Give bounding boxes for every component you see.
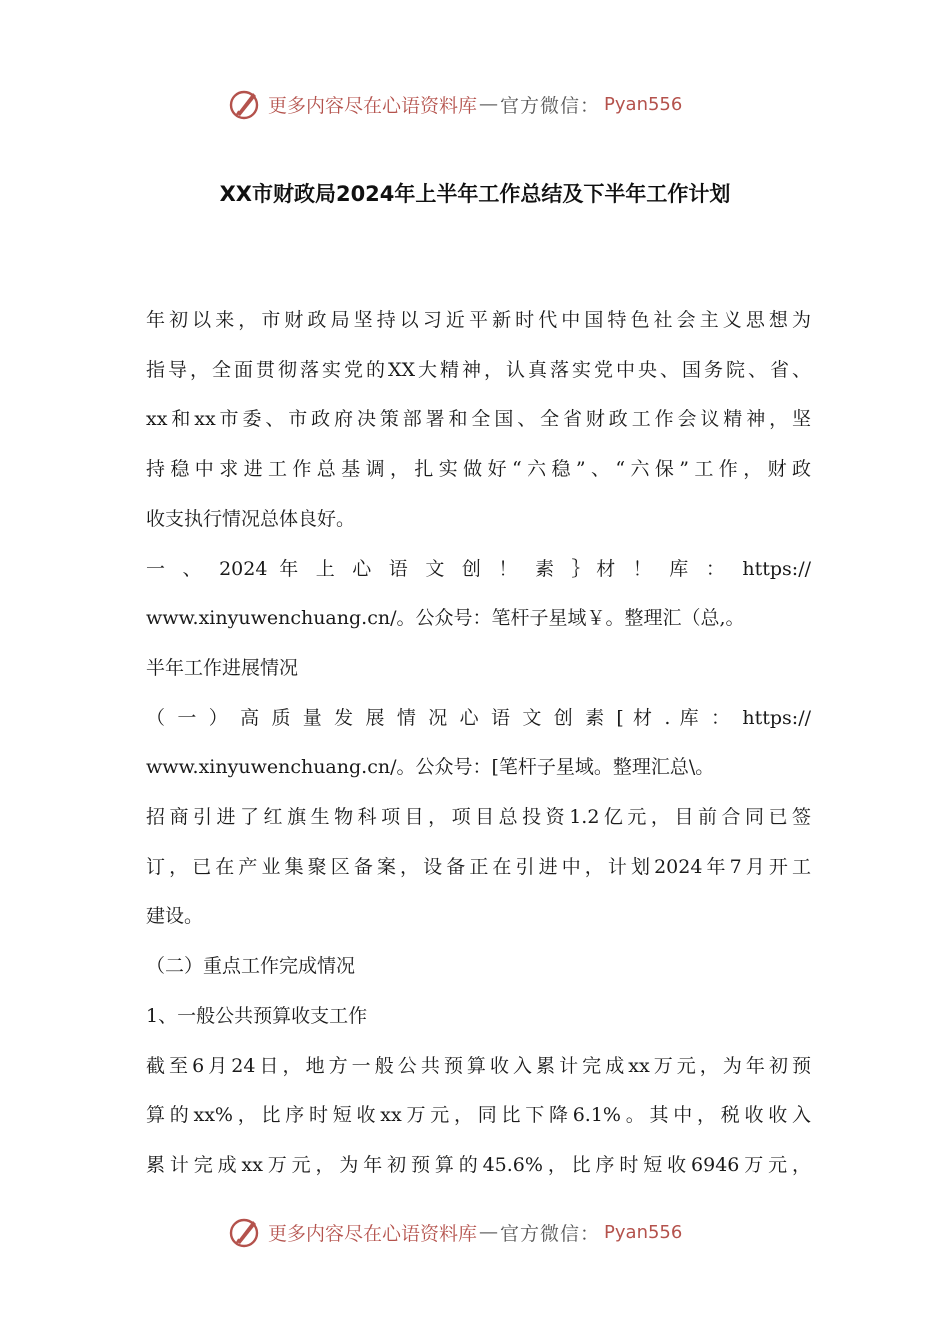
document-title: XX市财政局2024年上半年工作总结及下半年工作计划 xyxy=(219,182,731,206)
paragraph-line: 指导，全面贯彻落实党的XX大精神，认真落实党中央、国务院、省、 xyxy=(146,358,811,381)
section-heading-line: 半年工作进展情况 xyxy=(146,656,299,679)
paragraph-line: 算的xx%，比序时短收xx万元，同比下降6.1%。其中，税收收入 xyxy=(146,1104,811,1127)
watermark-main-text: 更多内容尽在心语资料库 xyxy=(268,1222,478,1245)
item-heading: 1、一般公共预算收支工作 xyxy=(146,1004,368,1027)
paragraph-line: xx和xx市委、市政府决策部署和全国、全省财政工作会议精神，坚 xyxy=(146,408,811,431)
watermark-sub-text: 官方微信： xyxy=(500,1222,601,1245)
paragraph-line: 建设。 xyxy=(146,905,204,928)
watermark-wechat-id: Pyan556 xyxy=(604,1221,683,1243)
watermark-header xyxy=(228,84,748,124)
quill-logo-icon xyxy=(228,87,262,121)
paragraph-line: 累计完成xx万元，为年初预算的45.6%，比序时短收6946万元， xyxy=(146,1153,811,1176)
paragraph-line: 截至6月24日，地方一般公共预算收入累计完成xx万元，为年初预 xyxy=(146,1054,811,1077)
paragraph-line: 订，已在产业集聚区备案，设备正在引进中，计划2024年7月开工 xyxy=(146,855,811,878)
subsection-heading-line: www.xinyuwenchuang.cn/。公众号：[笔杆子星域。整理汇总\。 xyxy=(146,756,715,779)
watermark-dash: — xyxy=(479,1221,499,1243)
watermark-footer xyxy=(228,1212,748,1252)
subsection-heading: （二）重点工作完成情况 xyxy=(146,955,356,978)
watermark-dash: — xyxy=(479,93,499,115)
paragraph-line: 招商引进了红旗生物科项目，项目总投资1.2亿元，目前合同已签 xyxy=(146,806,811,829)
paragraph-line: 持稳中求进工作总基调，扎实做好“六稳”、“六保”工作，财政 xyxy=(146,458,811,481)
section-heading-line: 一 、 2024 年 上 心 语 文 创 ！ 素 ｝材 ！ 库 ： https:// xyxy=(146,557,811,580)
section-heading-line: www.xinyuwenchuang.cn/。公众号：笔杆子星域￥。整理汇（总,。 xyxy=(146,607,745,630)
document-body xyxy=(146,296,811,1191)
watermark-sub-text: 官方微信： xyxy=(500,94,601,117)
paragraph-line: 收支执行情况总体良好。 xyxy=(146,507,356,530)
subsection-heading-line: （ 一 ） 高 质 量 发 展 情 况 心 语 文 创 素 [ 材 . 库 ： https:// xyxy=(146,706,811,729)
paragraph-line: 年初以来，市财政局坚持以习近平新时代中国特色社会主义思想为 xyxy=(146,309,811,331)
quill-logo-icon xyxy=(228,1215,262,1249)
watermark-wechat-id: Pyan556 xyxy=(604,93,683,115)
watermark-main-text: 更多内容尽在心语资料库 xyxy=(268,94,478,117)
